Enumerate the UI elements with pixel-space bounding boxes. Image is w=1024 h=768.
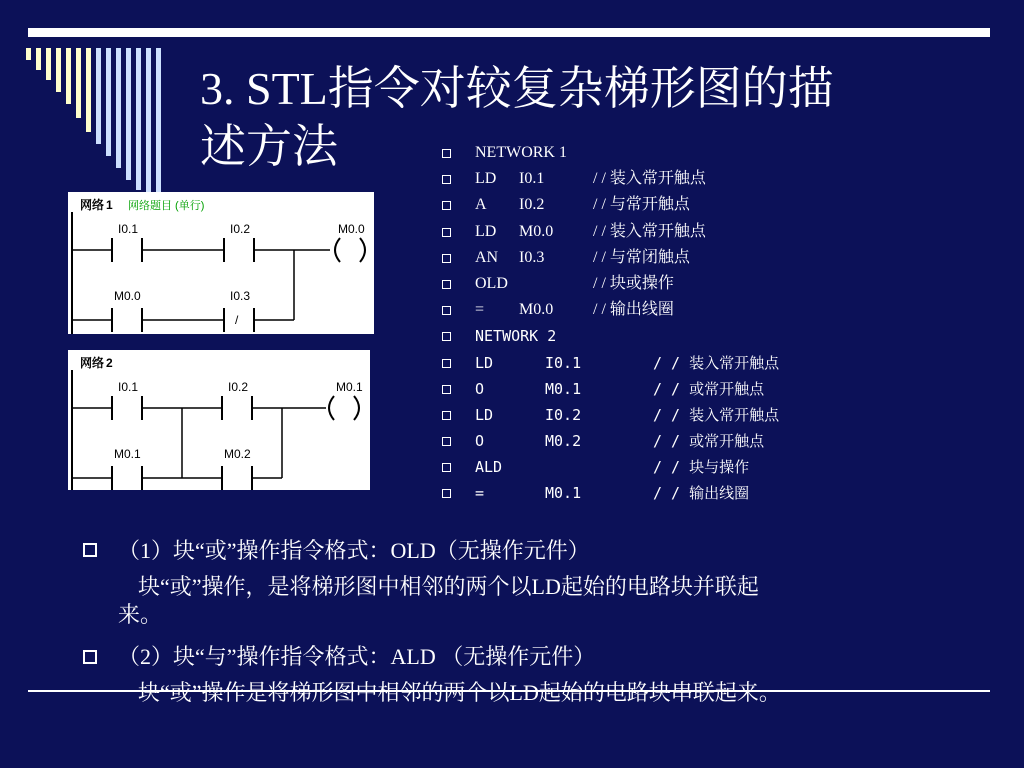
network-2-header: 网络 [80, 356, 105, 370]
coil-M0.1-label: M0.1 [336, 380, 363, 394]
stripe-bar [126, 48, 131, 180]
note-2-body: 块“或”操作是将梯形图中相邻的两个以LD起始的电路块串联起来。 [138, 680, 781, 705]
code-comment: / / 输出线圈 [653, 484, 750, 503]
code-line [440, 428, 1000, 454]
stripe-bar [26, 48, 31, 60]
code-instruction: LD [475, 353, 494, 372]
code-instruction: LD [475, 405, 494, 424]
coil-M0.0-label: M0.0 [338, 222, 365, 236]
code-line [440, 166, 1000, 192]
ladder-network-2 [68, 350, 370, 490]
code-operand: I0.1 [519, 170, 545, 188]
code-line [440, 323, 1000, 349]
contact-I0.2-label: I0.2 [228, 380, 249, 394]
code-instruction: OLD [475, 274, 508, 292]
title-line-2: 述方法 [200, 121, 338, 172]
code-line [440, 480, 1000, 506]
stripe-bar [136, 48, 141, 190]
code-line [440, 376, 1000, 402]
code-comment: / / 块或操作 [593, 274, 674, 292]
code-line [440, 192, 1000, 218]
note-1-body-line-1: 块“或”操作，是将梯形图中相邻的两个以LD起始的电路块并联起 [138, 574, 759, 599]
square-bullet-icon [442, 228, 451, 237]
contact-I0.1-label: I0.1 [118, 380, 139, 394]
code-instruction: NETWORK 2 [475, 327, 557, 346]
stripe-bar [86, 48, 91, 132]
code-comment: / / 装入常开触点 [653, 353, 780, 372]
code-comment: / / 或常开触点 [653, 379, 765, 398]
note-1-heading: （1）块“或”操作指令格式：OLD（无操作元件） [118, 538, 590, 563]
code-instruction: A [475, 196, 487, 214]
stripe-bar [56, 48, 61, 92]
square-bullet-icon [442, 332, 451, 341]
stripe-bar [36, 48, 41, 70]
square-bullet-icon [442, 254, 451, 263]
code-line [440, 350, 1000, 376]
stripe-bar [96, 48, 101, 144]
note-2-heading: （2）块“与”操作指令格式：ALD （无操作元件） [118, 644, 596, 669]
code-line [440, 271, 1000, 297]
square-bullet-icon [442, 489, 451, 498]
square-bullet-icon [442, 149, 451, 158]
square-bullet-icon [442, 359, 451, 368]
contact-M0.1-label: M0.1 [114, 447, 141, 461]
network-1-header: 网络 [80, 198, 105, 212]
code-line [440, 402, 1000, 428]
code-instruction: LD [475, 170, 497, 188]
contact-M0.0-label: M0.0 [114, 289, 141, 303]
stripe-bar [146, 48, 151, 200]
code-instruction: AN [475, 248, 499, 266]
square-bullet-icon [442, 437, 451, 446]
contact-I0.1-label: I0.1 [118, 222, 139, 236]
code-operand: I0.3 [519, 248, 545, 266]
ladder-network-1-svg [68, 192, 374, 334]
code-operand: M0.0 [519, 222, 554, 240]
code-operand: I0.1 [545, 353, 582, 372]
stl-code-list [440, 140, 1000, 507]
negation-slash: / [235, 313, 239, 327]
code-comment: / / 与常闭触点 [593, 248, 690, 266]
code-comment: / / 输出线圈 [593, 301, 674, 319]
code-line [440, 454, 1000, 480]
stripe-bar [116, 48, 121, 168]
code-instruction: O [475, 379, 485, 398]
code-comment: / / 块与操作 [653, 458, 750, 477]
code-instruction: LD [475, 222, 497, 240]
contact-I0.2-label: I0.2 [230, 222, 251, 236]
contact-I0.3-label: I0.3 [230, 289, 251, 303]
code-instruction: ALD [475, 458, 503, 477]
square-bullet-icon [442, 385, 451, 394]
stripe-bar [46, 48, 51, 80]
code-comment: / / 或常开触点 [653, 432, 765, 451]
contact-M0.2-label: M0.2 [224, 447, 251, 461]
code-instruction: NETWORK 1 [475, 144, 567, 161]
code-comment: / / 装入常开触点 [593, 222, 706, 240]
network-1-comment: 网络题目 (单行) [128, 200, 205, 212]
code-operand: M0.1 [545, 379, 582, 398]
code-comment: / / 装入常开触点 [593, 170, 706, 188]
code-instruction: = [475, 301, 485, 319]
square-bullet-icon [83, 543, 97, 557]
code-operand: I0.2 [545, 405, 582, 424]
stripe-bar [156, 48, 161, 208]
stripe-bar [66, 48, 71, 104]
ladder-network-1 [68, 192, 374, 334]
code-line [440, 245, 1000, 271]
code-operand: M0.1 [545, 484, 582, 503]
square-bullet-icon [442, 411, 451, 420]
stripe-bar [76, 48, 81, 118]
top-rule [28, 28, 990, 37]
code-operand: M0.0 [519, 301, 554, 319]
code-line [440, 140, 1000, 166]
code-operand: M0.2 [545, 432, 582, 451]
square-bullet-icon [442, 175, 451, 184]
network-2-number: 2 [106, 356, 113, 370]
code-line [440, 219, 1000, 245]
square-bullet-icon [442, 280, 451, 289]
square-bullet-icon [442, 306, 451, 315]
code-line [440, 297, 1000, 323]
code-operand: I0.2 [519, 196, 545, 214]
code-instruction: = [475, 484, 485, 503]
title-line-1: 3. STL指令对较复杂梯形图的描 [200, 63, 834, 114]
network-1-number: 1 [106, 198, 113, 212]
stripe-bar [106, 48, 111, 156]
note-1-body-line-2: 来。 [118, 602, 163, 627]
square-bullet-icon [442, 201, 451, 210]
code-comment: / / 与常开触点 [593, 196, 690, 214]
code-instruction: O [475, 432, 485, 451]
ladder-network-2-svg [68, 350, 370, 490]
square-bullet-icon [442, 463, 451, 472]
code-comment: / / 装入常开触点 [653, 405, 780, 424]
square-bullet-icon [83, 650, 97, 664]
